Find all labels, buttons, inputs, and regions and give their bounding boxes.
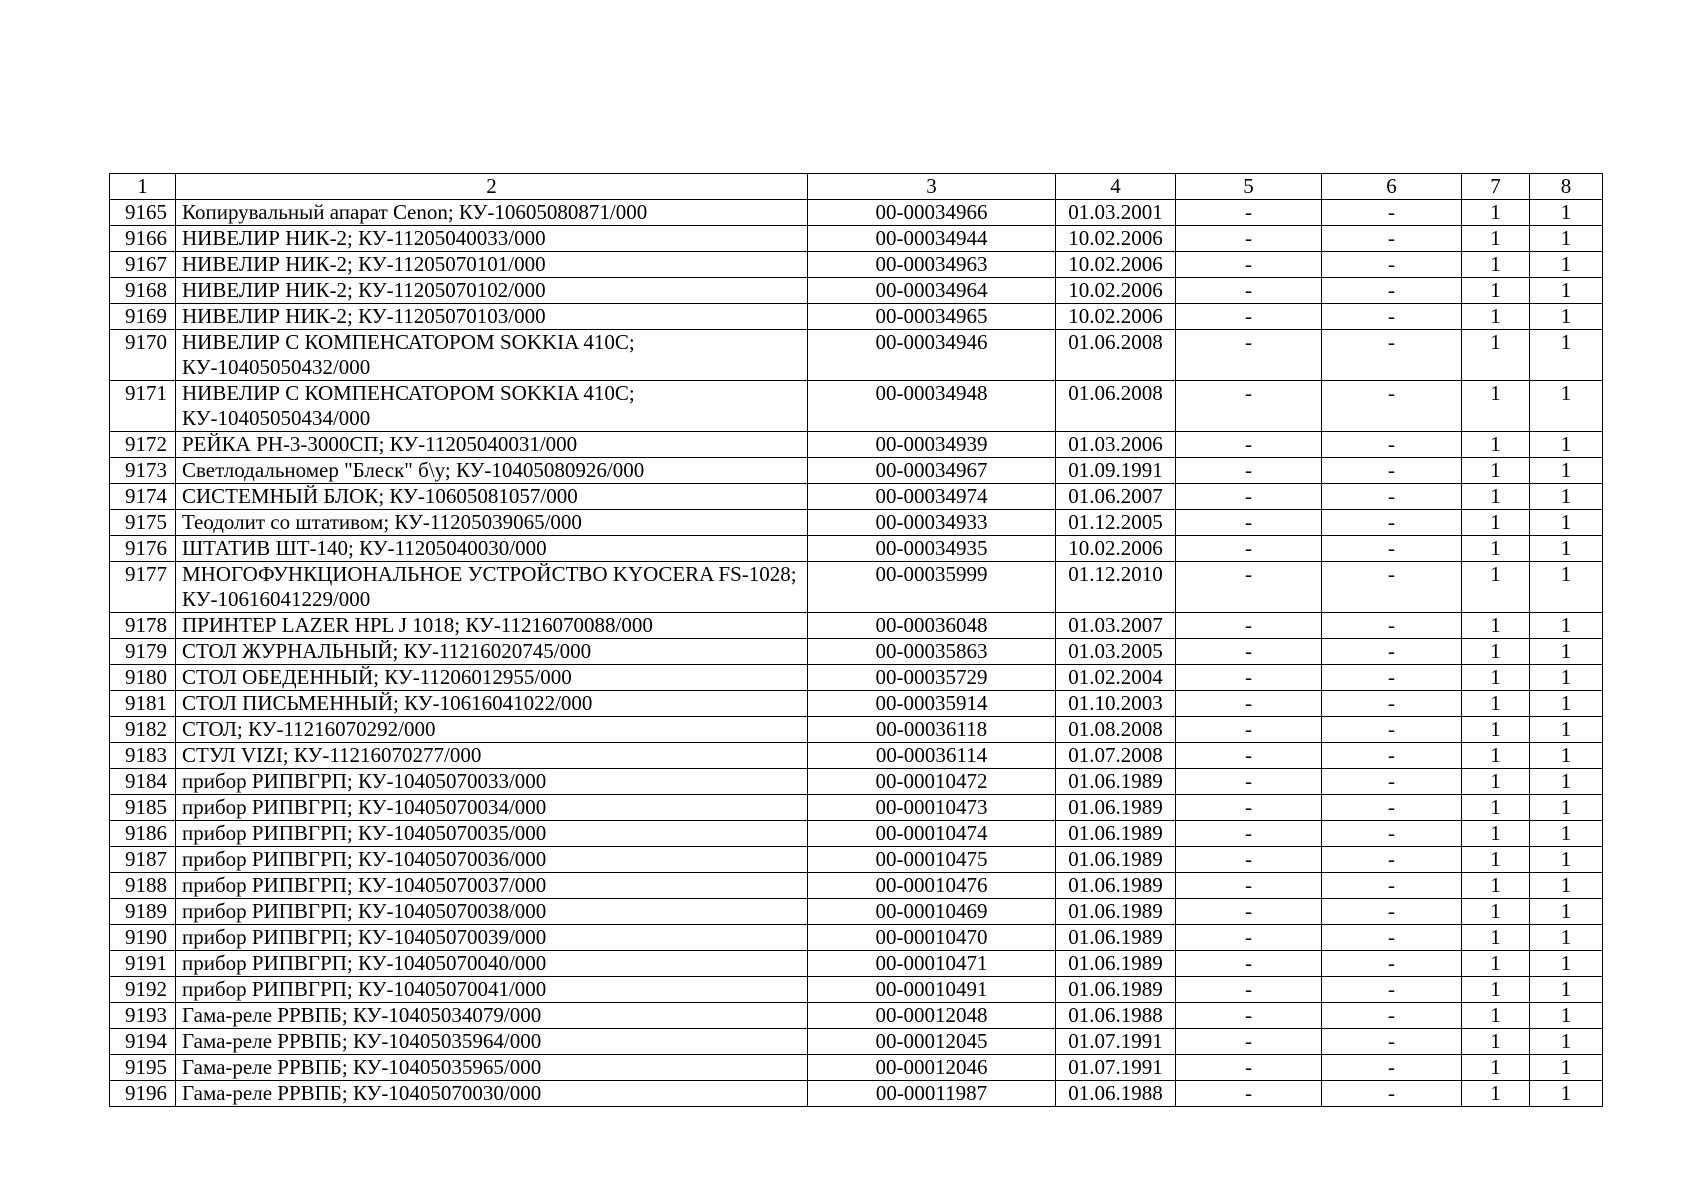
column-7-cell: 1 [1462, 1055, 1530, 1081]
inventory-table [109, 173, 1603, 1107]
column-6-cell: - [1322, 510, 1462, 536]
row-number-cell: 9171 [110, 381, 176, 432]
column-5-cell: - [1176, 484, 1322, 510]
column-6-cell: - [1322, 821, 1462, 847]
item-name-cell: ПРИНТЕР LAZER HPL J 1018; КУ-11216070088/000 [176, 613, 808, 639]
column-7-cell: 1 [1462, 743, 1530, 769]
item-name-cell: Теодолит со штативом; КУ-11205039065/000 [176, 510, 808, 536]
table-row [110, 717, 1603, 743]
inventory-number-cell: 00-00035999 [808, 562, 1056, 613]
column-6-cell: - [1322, 330, 1462, 381]
item-name-cell: прибор РИПВГРП; КУ-10405070035/000 [176, 821, 808, 847]
date-cell: 10.02.2006 [1056, 536, 1176, 562]
column-6-cell: - [1322, 925, 1462, 951]
column-5-cell: - [1176, 1055, 1322, 1081]
column-8-cell: 1 [1530, 925, 1603, 951]
item-name-cell: СТОЛ ОБЕДЕННЫЙ; КУ-11206012955/000 [176, 665, 808, 691]
column-5-cell: - [1176, 743, 1322, 769]
column-5-cell: - [1176, 925, 1322, 951]
header-row [110, 174, 1603, 200]
column-8-cell: 1 [1530, 691, 1603, 717]
column-6-cell: - [1322, 795, 1462, 821]
table-row [110, 510, 1603, 536]
date-cell: 01.10.2003 [1056, 691, 1176, 717]
column-5-cell: - [1176, 510, 1322, 536]
item-name-cell: Гама-реле РРВПБ; КУ-10405034079/000 [176, 1003, 808, 1029]
table-row [110, 200, 1603, 226]
column-7-cell: 1 [1462, 665, 1530, 691]
row-number-cell: 9175 [110, 510, 176, 536]
table-row [110, 1029, 1603, 1055]
column-5-cell: - [1176, 717, 1322, 743]
column-8-cell: 1 [1530, 769, 1603, 795]
date-cell: 01.06.1988 [1056, 1003, 1176, 1029]
inventory-number-cell: 00-00035914 [808, 691, 1056, 717]
inventory-number-cell: 00-00034933 [808, 510, 1056, 536]
inventory-number-cell: 00-00034963 [808, 252, 1056, 278]
row-number-cell: 9165 [110, 200, 176, 226]
item-name-cell: Гама-реле РРВПБ; КУ-10405035965/000 [176, 1055, 808, 1081]
column-7-cell: 1 [1462, 717, 1530, 743]
item-name-cell: НИВЕЛИР НИК-2; КУ-11205070101/000 [176, 252, 808, 278]
date-cell: 01.06.1989 [1056, 925, 1176, 951]
column-5-cell: - [1176, 252, 1322, 278]
item-name-cell: СИСТЕМНЫЙ БЛОК; КУ-10605081057/000 [176, 484, 808, 510]
date-cell: 01.06.1988 [1056, 1081, 1176, 1107]
column-8-cell: 1 [1530, 432, 1603, 458]
inventory-number-cell: 00-00012048 [808, 1003, 1056, 1029]
table-row [110, 252, 1603, 278]
column-7-cell: 1 [1462, 381, 1530, 432]
column-7-cell: 1 [1462, 691, 1530, 717]
item-name-cell: Гама-реле РРВПБ; КУ-10405035964/000 [176, 1029, 808, 1055]
column-6-cell: - [1322, 951, 1462, 977]
column-8-cell: 1 [1530, 873, 1603, 899]
column-6-cell: - [1322, 743, 1462, 769]
row-number-cell: 9167 [110, 252, 176, 278]
table-row [110, 1081, 1603, 1107]
inventory-number-cell: 00-00034974 [808, 484, 1056, 510]
date-cell: 01.03.2006 [1056, 432, 1176, 458]
column-8-cell: 1 [1530, 743, 1603, 769]
column-6-cell: - [1322, 691, 1462, 717]
column-5-cell: - [1176, 278, 1322, 304]
column-6-cell: - [1322, 1003, 1462, 1029]
column-7-cell: 1 [1462, 847, 1530, 873]
row-number-cell: 9187 [110, 847, 176, 873]
document-page [109, 173, 1602, 1107]
inventory-number-cell: 00-00010471 [808, 951, 1056, 977]
row-number-cell: 9180 [110, 665, 176, 691]
column-7-cell: 1 [1462, 1003, 1530, 1029]
column-5-cell: - [1176, 847, 1322, 873]
date-cell: 01.06.2008 [1056, 330, 1176, 381]
column-5-cell: - [1176, 977, 1322, 1003]
column-8-cell: 1 [1530, 613, 1603, 639]
column-6-cell: - [1322, 432, 1462, 458]
row-number-cell: 9188 [110, 873, 176, 899]
column-6-cell: - [1322, 847, 1462, 873]
date-cell: 01.12.2005 [1056, 510, 1176, 536]
inventory-number-cell: 00-00010476 [808, 873, 1056, 899]
column-8-cell: 1 [1530, 278, 1603, 304]
row-number-cell: 9170 [110, 330, 176, 381]
header-cell: 3 [808, 174, 1056, 200]
inventory-number-cell: 00-00034965 [808, 304, 1056, 330]
column-5-cell: - [1176, 691, 1322, 717]
column-7-cell: 1 [1462, 977, 1530, 1003]
column-6-cell: - [1322, 484, 1462, 510]
inventory-number-cell: 00-00012045 [808, 1029, 1056, 1055]
row-number-cell: 9186 [110, 821, 176, 847]
column-8-cell: 1 [1530, 536, 1603, 562]
column-7-cell: 1 [1462, 821, 1530, 847]
date-cell: 01.06.1989 [1056, 821, 1176, 847]
table-row [110, 639, 1603, 665]
row-number-cell: 9194 [110, 1029, 176, 1055]
item-name-cell: НИВЕЛИР НИК-2; КУ-11205070103/000 [176, 304, 808, 330]
column-6-cell: - [1322, 226, 1462, 252]
column-7-cell: 1 [1462, 510, 1530, 536]
column-8-cell: 1 [1530, 304, 1603, 330]
column-8-cell: 1 [1530, 899, 1603, 925]
column-6-cell: - [1322, 536, 1462, 562]
inventory-number-cell: 00-00010472 [808, 769, 1056, 795]
inventory-number-cell: 00-00010491 [808, 977, 1056, 1003]
column-5-cell: - [1176, 432, 1322, 458]
column-6-cell: - [1322, 458, 1462, 484]
column-8-cell: 1 [1530, 951, 1603, 977]
column-6-cell: - [1322, 278, 1462, 304]
inventory-number-cell: 00-00010470 [808, 925, 1056, 951]
table-row [110, 330, 1603, 381]
column-6-cell: - [1322, 873, 1462, 899]
inventory-number-cell: 00-00034935 [808, 536, 1056, 562]
date-cell: 01.06.2008 [1056, 381, 1176, 432]
item-name-cell: прибор РИПВГРП; КУ-10405070038/000 [176, 899, 808, 925]
column-8-cell: 1 [1530, 562, 1603, 613]
column-5-cell: - [1176, 226, 1322, 252]
column-8-cell: 1 [1530, 381, 1603, 432]
column-7-cell: 1 [1462, 639, 1530, 665]
item-name-cell: НИВЕЛИР НИК-2; КУ-11205040033/000 [176, 226, 808, 252]
column-8-cell: 1 [1530, 717, 1603, 743]
column-7-cell: 1 [1462, 432, 1530, 458]
item-name-cell: СТУЛ VIZI; КУ-11216070277/000 [176, 743, 808, 769]
inventory-number-cell: 00-00034964 [808, 278, 1056, 304]
item-name-cell: прибор РИПВГРП; КУ-10405070041/000 [176, 977, 808, 1003]
column-6-cell: - [1322, 639, 1462, 665]
column-5-cell: - [1176, 1081, 1322, 1107]
inventory-number-cell: 00-00011987 [808, 1081, 1056, 1107]
column-6-cell: - [1322, 665, 1462, 691]
date-cell: 01.06.2007 [1056, 484, 1176, 510]
column-7-cell: 1 [1462, 252, 1530, 278]
column-8-cell: 1 [1530, 510, 1603, 536]
inventory-number-cell: 00-00035729 [808, 665, 1056, 691]
row-number-cell: 9196 [110, 1081, 176, 1107]
table-row [110, 613, 1603, 639]
column-5-cell: - [1176, 200, 1322, 226]
table-row [110, 458, 1603, 484]
column-5-cell: - [1176, 458, 1322, 484]
item-name-cell: НИВЕЛИР НИК-2; КУ-11205070102/000 [176, 278, 808, 304]
item-name-cell: прибор РИПВГРП; КУ-10405070040/000 [176, 951, 808, 977]
date-cell: 01.12.2010 [1056, 562, 1176, 613]
item-name-cell: НИВЕЛИР С КОМПЕНСАТОРОМ SOKKIA 410C; КУ-10405050434/000 [176, 381, 808, 432]
item-name-cell: прибор РИПВГРП; КУ-10405070036/000 [176, 847, 808, 873]
inventory-number-cell: 00-00034944 [808, 226, 1056, 252]
inventory-number-cell: 00-00010474 [808, 821, 1056, 847]
date-cell: 10.02.2006 [1056, 226, 1176, 252]
inventory-number-cell: 00-00036118 [808, 717, 1056, 743]
date-cell: 01.06.1989 [1056, 769, 1176, 795]
column-5-cell: - [1176, 769, 1322, 795]
column-6-cell: - [1322, 1055, 1462, 1081]
column-5-cell: - [1176, 795, 1322, 821]
row-number-cell: 9173 [110, 458, 176, 484]
column-7-cell: 1 [1462, 304, 1530, 330]
item-name-cell: ШТАТИВ ШТ-140; КУ-11205040030/000 [176, 536, 808, 562]
date-cell: 10.02.2006 [1056, 278, 1176, 304]
column-7-cell: 1 [1462, 769, 1530, 795]
column-5-cell: - [1176, 951, 1322, 977]
column-8-cell: 1 [1530, 226, 1603, 252]
column-5-cell: - [1176, 899, 1322, 925]
row-number-cell: 9169 [110, 304, 176, 330]
inventory-number-cell: 00-00036048 [808, 613, 1056, 639]
date-cell: 01.06.1989 [1056, 951, 1176, 977]
column-7-cell: 1 [1462, 484, 1530, 510]
date-cell: 01.06.1989 [1056, 795, 1176, 821]
column-8-cell: 1 [1530, 484, 1603, 510]
item-name-cell: МНОГОФУНКЦИОНАЛЬНОЕ УСТРОЙСТВО KYOCERA FS-1028; КУ-10616041229/000 [176, 562, 808, 613]
column-8-cell: 1 [1530, 795, 1603, 821]
date-cell: 01.02.2004 [1056, 665, 1176, 691]
inventory-number-cell: 00-00036114 [808, 743, 1056, 769]
table-row [110, 769, 1603, 795]
column-5-cell: - [1176, 304, 1322, 330]
column-6-cell: - [1322, 1081, 1462, 1107]
column-7-cell: 1 [1462, 278, 1530, 304]
item-name-cell: НИВЕЛИР С КОМПЕНСАТОРОМ SOKKIA 410C; КУ-10405050432/000 [176, 330, 808, 381]
column-7-cell: 1 [1462, 899, 1530, 925]
column-5-cell: - [1176, 330, 1322, 381]
item-name-cell: СТОЛ ПИСЬМЕННЫЙ; КУ-10616041022/000 [176, 691, 808, 717]
column-8-cell: 1 [1530, 977, 1603, 1003]
date-cell: 10.02.2006 [1056, 252, 1176, 278]
date-cell: 01.03.2001 [1056, 200, 1176, 226]
table-row [110, 381, 1603, 432]
date-cell: 01.06.1989 [1056, 977, 1176, 1003]
date-cell: 01.06.1989 [1056, 847, 1176, 873]
item-name-cell: Светлодальномер "Блеск" б\у; КУ-10405080926/000 [176, 458, 808, 484]
row-number-cell: 9184 [110, 769, 176, 795]
date-cell: 01.09.1991 [1056, 458, 1176, 484]
column-8-cell: 1 [1530, 252, 1603, 278]
column-5-cell: - [1176, 873, 1322, 899]
row-number-cell: 9174 [110, 484, 176, 510]
column-8-cell: 1 [1530, 1081, 1603, 1107]
row-number-cell: 9192 [110, 977, 176, 1003]
inventory-number-cell: 00-00034967 [808, 458, 1056, 484]
column-7-cell: 1 [1462, 1081, 1530, 1107]
table-row [110, 899, 1603, 925]
table-row [110, 847, 1603, 873]
table-row [110, 795, 1603, 821]
column-6-cell: - [1322, 252, 1462, 278]
row-number-cell: 9179 [110, 639, 176, 665]
column-7-cell: 1 [1462, 330, 1530, 381]
column-5-cell: - [1176, 536, 1322, 562]
column-8-cell: 1 [1530, 330, 1603, 381]
row-number-cell: 9181 [110, 691, 176, 717]
column-7-cell: 1 [1462, 200, 1530, 226]
column-5-cell: - [1176, 613, 1322, 639]
row-number-cell: 9189 [110, 899, 176, 925]
table-row [110, 226, 1603, 252]
inventory-number-cell: 00-00012046 [808, 1055, 1056, 1081]
column-6-cell: - [1322, 717, 1462, 743]
item-name-cell: прибор РИПВГРП; КУ-10405070039/000 [176, 925, 808, 951]
row-number-cell: 9182 [110, 717, 176, 743]
date-cell: 01.07.1991 [1056, 1055, 1176, 1081]
column-6-cell: - [1322, 381, 1462, 432]
item-name-cell: Копирувальный апарат Cenon; КУ-10605080871/000 [176, 200, 808, 226]
inventory-number-cell: 00-00034948 [808, 381, 1056, 432]
row-number-cell: 9183 [110, 743, 176, 769]
row-number-cell: 9166 [110, 226, 176, 252]
row-number-cell: 9177 [110, 562, 176, 613]
column-8-cell: 1 [1530, 665, 1603, 691]
inventory-number-cell: 00-00010469 [808, 899, 1056, 925]
column-5-cell: - [1176, 821, 1322, 847]
column-8-cell: 1 [1530, 821, 1603, 847]
header-cell: 5 [1176, 174, 1322, 200]
row-number-cell: 9195 [110, 1055, 176, 1081]
column-7-cell: 1 [1462, 562, 1530, 613]
date-cell: 01.03.2005 [1056, 639, 1176, 665]
inventory-number-cell: 00-00034939 [808, 432, 1056, 458]
column-6-cell: - [1322, 200, 1462, 226]
column-7-cell: 1 [1462, 873, 1530, 899]
header-cell: 2 [176, 174, 808, 200]
inventory-number-cell: 00-00010475 [808, 847, 1056, 873]
column-7-cell: 1 [1462, 925, 1530, 951]
table-row [110, 1055, 1603, 1081]
column-8-cell: 1 [1530, 639, 1603, 665]
table-row [110, 821, 1603, 847]
item-name-cell: прибор РИПВГРП; КУ-10405070034/000 [176, 795, 808, 821]
item-name-cell: прибор РИПВГРП; КУ-10405070033/000 [176, 769, 808, 795]
inventory-number-cell: 00-00034966 [808, 200, 1056, 226]
date-cell: 01.07.1991 [1056, 1029, 1176, 1055]
column-5-cell: - [1176, 665, 1322, 691]
inventory-number-cell: 00-00010473 [808, 795, 1056, 821]
table-row [110, 304, 1603, 330]
date-cell: 01.08.2008 [1056, 717, 1176, 743]
column-6-cell: - [1322, 899, 1462, 925]
column-8-cell: 1 [1530, 200, 1603, 226]
column-6-cell: - [1322, 613, 1462, 639]
date-cell: 01.06.1989 [1056, 873, 1176, 899]
table-row [110, 536, 1603, 562]
date-cell: 01.06.1989 [1056, 899, 1176, 925]
table-row [110, 278, 1603, 304]
item-name-cell: СТОЛ; КУ-11216070292/000 [176, 717, 808, 743]
row-number-cell: 9185 [110, 795, 176, 821]
column-6-cell: - [1322, 562, 1462, 613]
column-7-cell: 1 [1462, 795, 1530, 821]
column-5-cell: - [1176, 381, 1322, 432]
column-8-cell: 1 [1530, 1029, 1603, 1055]
row-number-cell: 9191 [110, 951, 176, 977]
row-number-cell: 9176 [110, 536, 176, 562]
table-row [110, 432, 1603, 458]
inventory-number-cell: 00-00034946 [808, 330, 1056, 381]
header-cell: 4 [1056, 174, 1176, 200]
row-number-cell: 9190 [110, 925, 176, 951]
table-row [110, 925, 1603, 951]
column-7-cell: 1 [1462, 536, 1530, 562]
item-name-cell: Гама-реле РРВПБ; КУ-10405070030/000 [176, 1081, 808, 1107]
date-cell: 01.03.2007 [1056, 613, 1176, 639]
column-7-cell: 1 [1462, 226, 1530, 252]
column-5-cell: - [1176, 1003, 1322, 1029]
table-row [110, 665, 1603, 691]
header-cell: 7 [1462, 174, 1530, 200]
column-6-cell: - [1322, 769, 1462, 795]
column-8-cell: 1 [1530, 1003, 1603, 1029]
column-6-cell: - [1322, 304, 1462, 330]
header-cell: 1 [110, 174, 176, 200]
item-name-cell: СТОЛ ЖУРНАЛЬНЫЙ; КУ-11216020745/000 [176, 639, 808, 665]
item-name-cell: РЕЙКА РН-3-3000СП; КУ-11205040031/000 [176, 432, 808, 458]
header-cell: 6 [1322, 174, 1462, 200]
column-5-cell: - [1176, 562, 1322, 613]
table-row [110, 977, 1603, 1003]
table-row [110, 484, 1603, 510]
row-number-cell: 9178 [110, 613, 176, 639]
column-5-cell: - [1176, 639, 1322, 665]
table-row [110, 743, 1603, 769]
column-7-cell: 1 [1462, 1029, 1530, 1055]
column-7-cell: 1 [1462, 613, 1530, 639]
table-row [110, 562, 1603, 613]
header-cell: 8 [1530, 174, 1603, 200]
table-row [110, 1003, 1603, 1029]
row-number-cell: 9193 [110, 1003, 176, 1029]
row-number-cell: 9172 [110, 432, 176, 458]
date-cell: 01.07.2008 [1056, 743, 1176, 769]
table-row [110, 691, 1603, 717]
column-8-cell: 1 [1530, 847, 1603, 873]
table-row [110, 873, 1603, 899]
column-8-cell: 1 [1530, 458, 1603, 484]
column-8-cell: 1 [1530, 1055, 1603, 1081]
table-row [110, 951, 1603, 977]
column-6-cell: - [1322, 977, 1462, 1003]
column-5-cell: - [1176, 1029, 1322, 1055]
column-7-cell: 1 [1462, 458, 1530, 484]
item-name-cell: прибор РИПВГРП; КУ-10405070037/000 [176, 873, 808, 899]
row-number-cell: 9168 [110, 278, 176, 304]
inventory-number-cell: 00-00035863 [808, 639, 1056, 665]
column-7-cell: 1 [1462, 951, 1530, 977]
column-6-cell: - [1322, 1029, 1462, 1055]
date-cell: 10.02.2006 [1056, 304, 1176, 330]
